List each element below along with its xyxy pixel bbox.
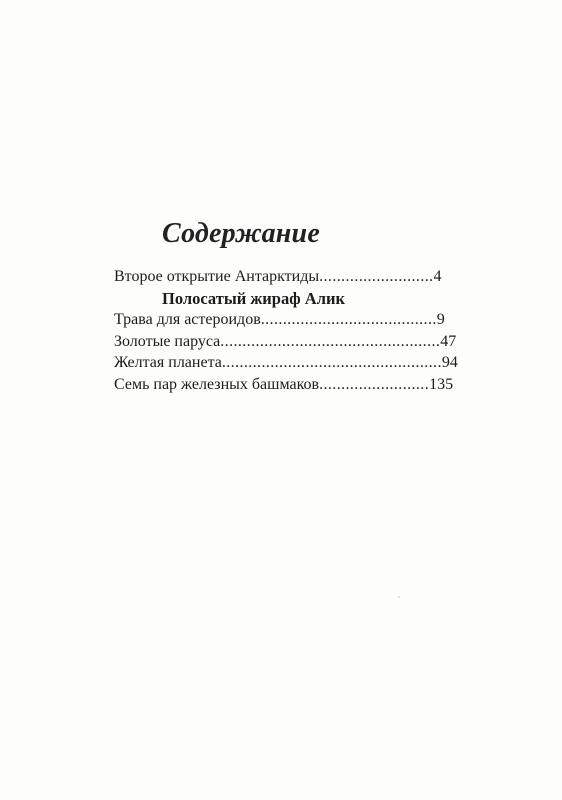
table-of-contents	[114, 266, 470, 395]
toc-entry-title: Трава для астероидов	[114, 311, 261, 328]
toc-page-number: 135	[429, 375, 454, 393]
toc-entry	[114, 374, 470, 396]
toc-entry	[114, 266, 470, 288]
toc-page-number: 9	[436, 311, 445, 328]
toc-entry-title: Желтая планета	[114, 354, 222, 371]
toc-page-number: 4	[433, 268, 442, 285]
toc-entry-title: Золотые паруса	[114, 332, 221, 350]
toc-entry	[114, 352, 470, 374]
toc-entry	[114, 331, 470, 353]
toc-leader-dots: ..................................................	[221, 354, 442, 371]
toc-entry	[114, 309, 470, 331]
paper-speck	[398, 596, 400, 598]
toc-section-heading: Полосатый жираф Алик	[162, 288, 345, 308]
toc-page-number: 94	[441, 354, 458, 371]
toc-entry-title: Второе открытие Антарктиды	[114, 268, 320, 285]
toc-entry-title: Семь пар железных башмаков	[114, 375, 320, 393]
toc-heading: Содержание	[162, 218, 320, 249]
toc-leader-dots: ..........................	[319, 268, 434, 285]
toc-page-number: 47	[440, 332, 457, 350]
toc-leader-dots: ........................................	[260, 311, 437, 328]
toc-leader-dots: ..................................................	[220, 332, 441, 350]
toc-leader-dots: .........................	[319, 375, 430, 393]
